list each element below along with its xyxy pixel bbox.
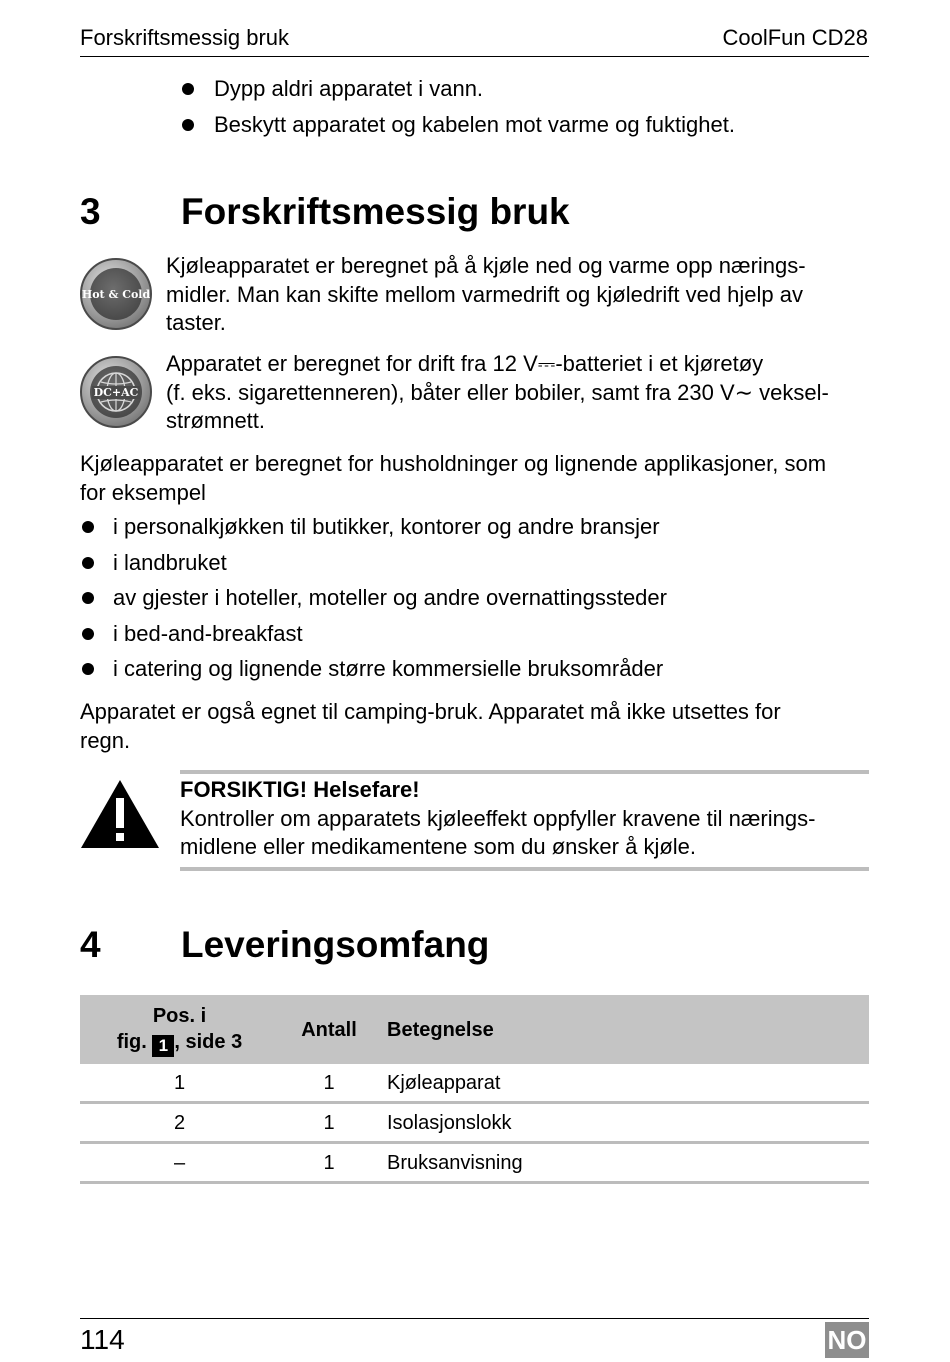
cell-quantity: 1 (279, 1064, 379, 1103)
warning-box (180, 776, 869, 862)
column-header-line (80, 1029, 279, 1057)
bullet-dot-icon (82, 592, 94, 604)
cell-position: 1 (80, 1064, 279, 1103)
table-row (80, 1143, 869, 1183)
bullet-dot-icon (82, 521, 94, 533)
cell-description: Kjøleapparat (379, 1064, 869, 1103)
column-header-line: Pos. i (152, 1004, 207, 1027)
warning-title: FORSIKTIG! Helsefare! (180, 777, 420, 802)
column-header-suffix: , side 3 (174, 1030, 243, 1053)
text-line: regn. (80, 727, 131, 753)
text-line: for eksempel (80, 479, 206, 505)
figure-reference-badge: 1 (152, 1035, 174, 1057)
text-line: taster. (166, 310, 226, 335)
footer-rule (80, 1318, 869, 1319)
running-header-title: Forskriftsmessig bruk (80, 25, 290, 50)
warning-top-rule (180, 770, 869, 774)
hot-cold-icon (80, 258, 152, 330)
column-header-prefix: fig. (116, 1030, 147, 1053)
language-badge: NO (825, 1322, 869, 1358)
section-title: Forskriftsmessig bruk (181, 191, 570, 232)
list-item-text: i bed-and-breakfast (113, 621, 303, 646)
text-line: strømnett. (166, 408, 266, 433)
section-number: 4 (80, 924, 101, 965)
paragraph-hot-cold (166, 252, 866, 338)
column-header-description: Betegnelse (379, 995, 869, 1064)
hot-cold-icon-label: Hot & Cold (81, 287, 151, 301)
text-line: Apparatet er også egnet til camping-bruk. Apparatet må ikke utsettes for (80, 699, 781, 724)
running-header-product: CoolFun CD28 (722, 25, 868, 50)
table-row (80, 1103, 869, 1143)
list-item-text: av gjester i hoteller, moteller og andre overnattingssteder (113, 585, 667, 610)
scope-of-delivery-table (80, 995, 869, 1184)
text-line: midler. Man kan skifte mellom varmedrift og kjøledrift ved hjelp av (166, 281, 804, 307)
list-item-text: i personalkjøkken til butikker, kontorer og andre bransjer (113, 514, 660, 539)
bullet-dot-icon (82, 557, 94, 569)
header-rule (80, 56, 869, 57)
list-item-text: Beskytt apparatet og kabelen mot varme og fuktighet. (214, 112, 735, 137)
paragraph-camping (80, 698, 869, 755)
section-title: Leveringsomfang (181, 924, 490, 965)
cell-position: 2 (80, 1103, 279, 1143)
bullet-dot-icon (82, 663, 94, 675)
section-3-heading (80, 190, 869, 234)
bullet-dot-icon (182, 83, 194, 95)
table-header-row (80, 995, 869, 1064)
text-line: midlene eller medikamentene som du ønsker å kjøle. (180, 834, 697, 859)
paragraph-applications (80, 450, 869, 507)
text-line: Kjøleapparatet er beregnet for husholdninger og lignende applikasjoner, som (80, 451, 827, 476)
list-item-text: i landbruket (113, 550, 227, 575)
cell-description: Isolasjonslokk (379, 1103, 869, 1143)
paragraph-power-supply (166, 350, 871, 436)
section-number: 3 (80, 191, 101, 232)
warning-triangle-icon (79, 778, 161, 850)
list-item-text: Dypp aldri apparatet i vann. (214, 76, 484, 101)
text-line: Apparatet er beregnet for drift fra 12 V⎓-batteriet i et kjøretøy (166, 351, 764, 376)
bullet-dot-icon (82, 628, 94, 640)
dc-ac-globe-icon (80, 356, 152, 428)
dc-ac-icon-label: DC+AC (93, 385, 139, 399)
cell-quantity: 1 (279, 1143, 379, 1183)
column-header-position (80, 995, 279, 1064)
table-row (80, 1064, 869, 1103)
cell-position: – (80, 1143, 279, 1183)
text-line: (f. eks. sigarettenneren), båter eller bobiler, samt fra 230 V∼ veksel- (166, 379, 829, 405)
cell-description: Bruksanvisning (379, 1143, 869, 1183)
column-header-quantity: Antall (279, 995, 379, 1064)
text-line: Kjøleapparatet er beregnet på å kjøle ned og varme opp nærings- (166, 253, 806, 278)
list-item-text: i catering og lignende større kommersielle bruksområder (113, 656, 664, 681)
bullet-dot-icon (182, 119, 194, 131)
warning-bottom-rule (180, 867, 869, 871)
text-line: Kontroller om apparatets kjøleeffekt oppfyller kravene til nærings- (180, 805, 816, 831)
cell-quantity: 1 (279, 1103, 379, 1143)
page-number: 114 (80, 1324, 125, 1355)
section-4-heading (80, 923, 869, 967)
